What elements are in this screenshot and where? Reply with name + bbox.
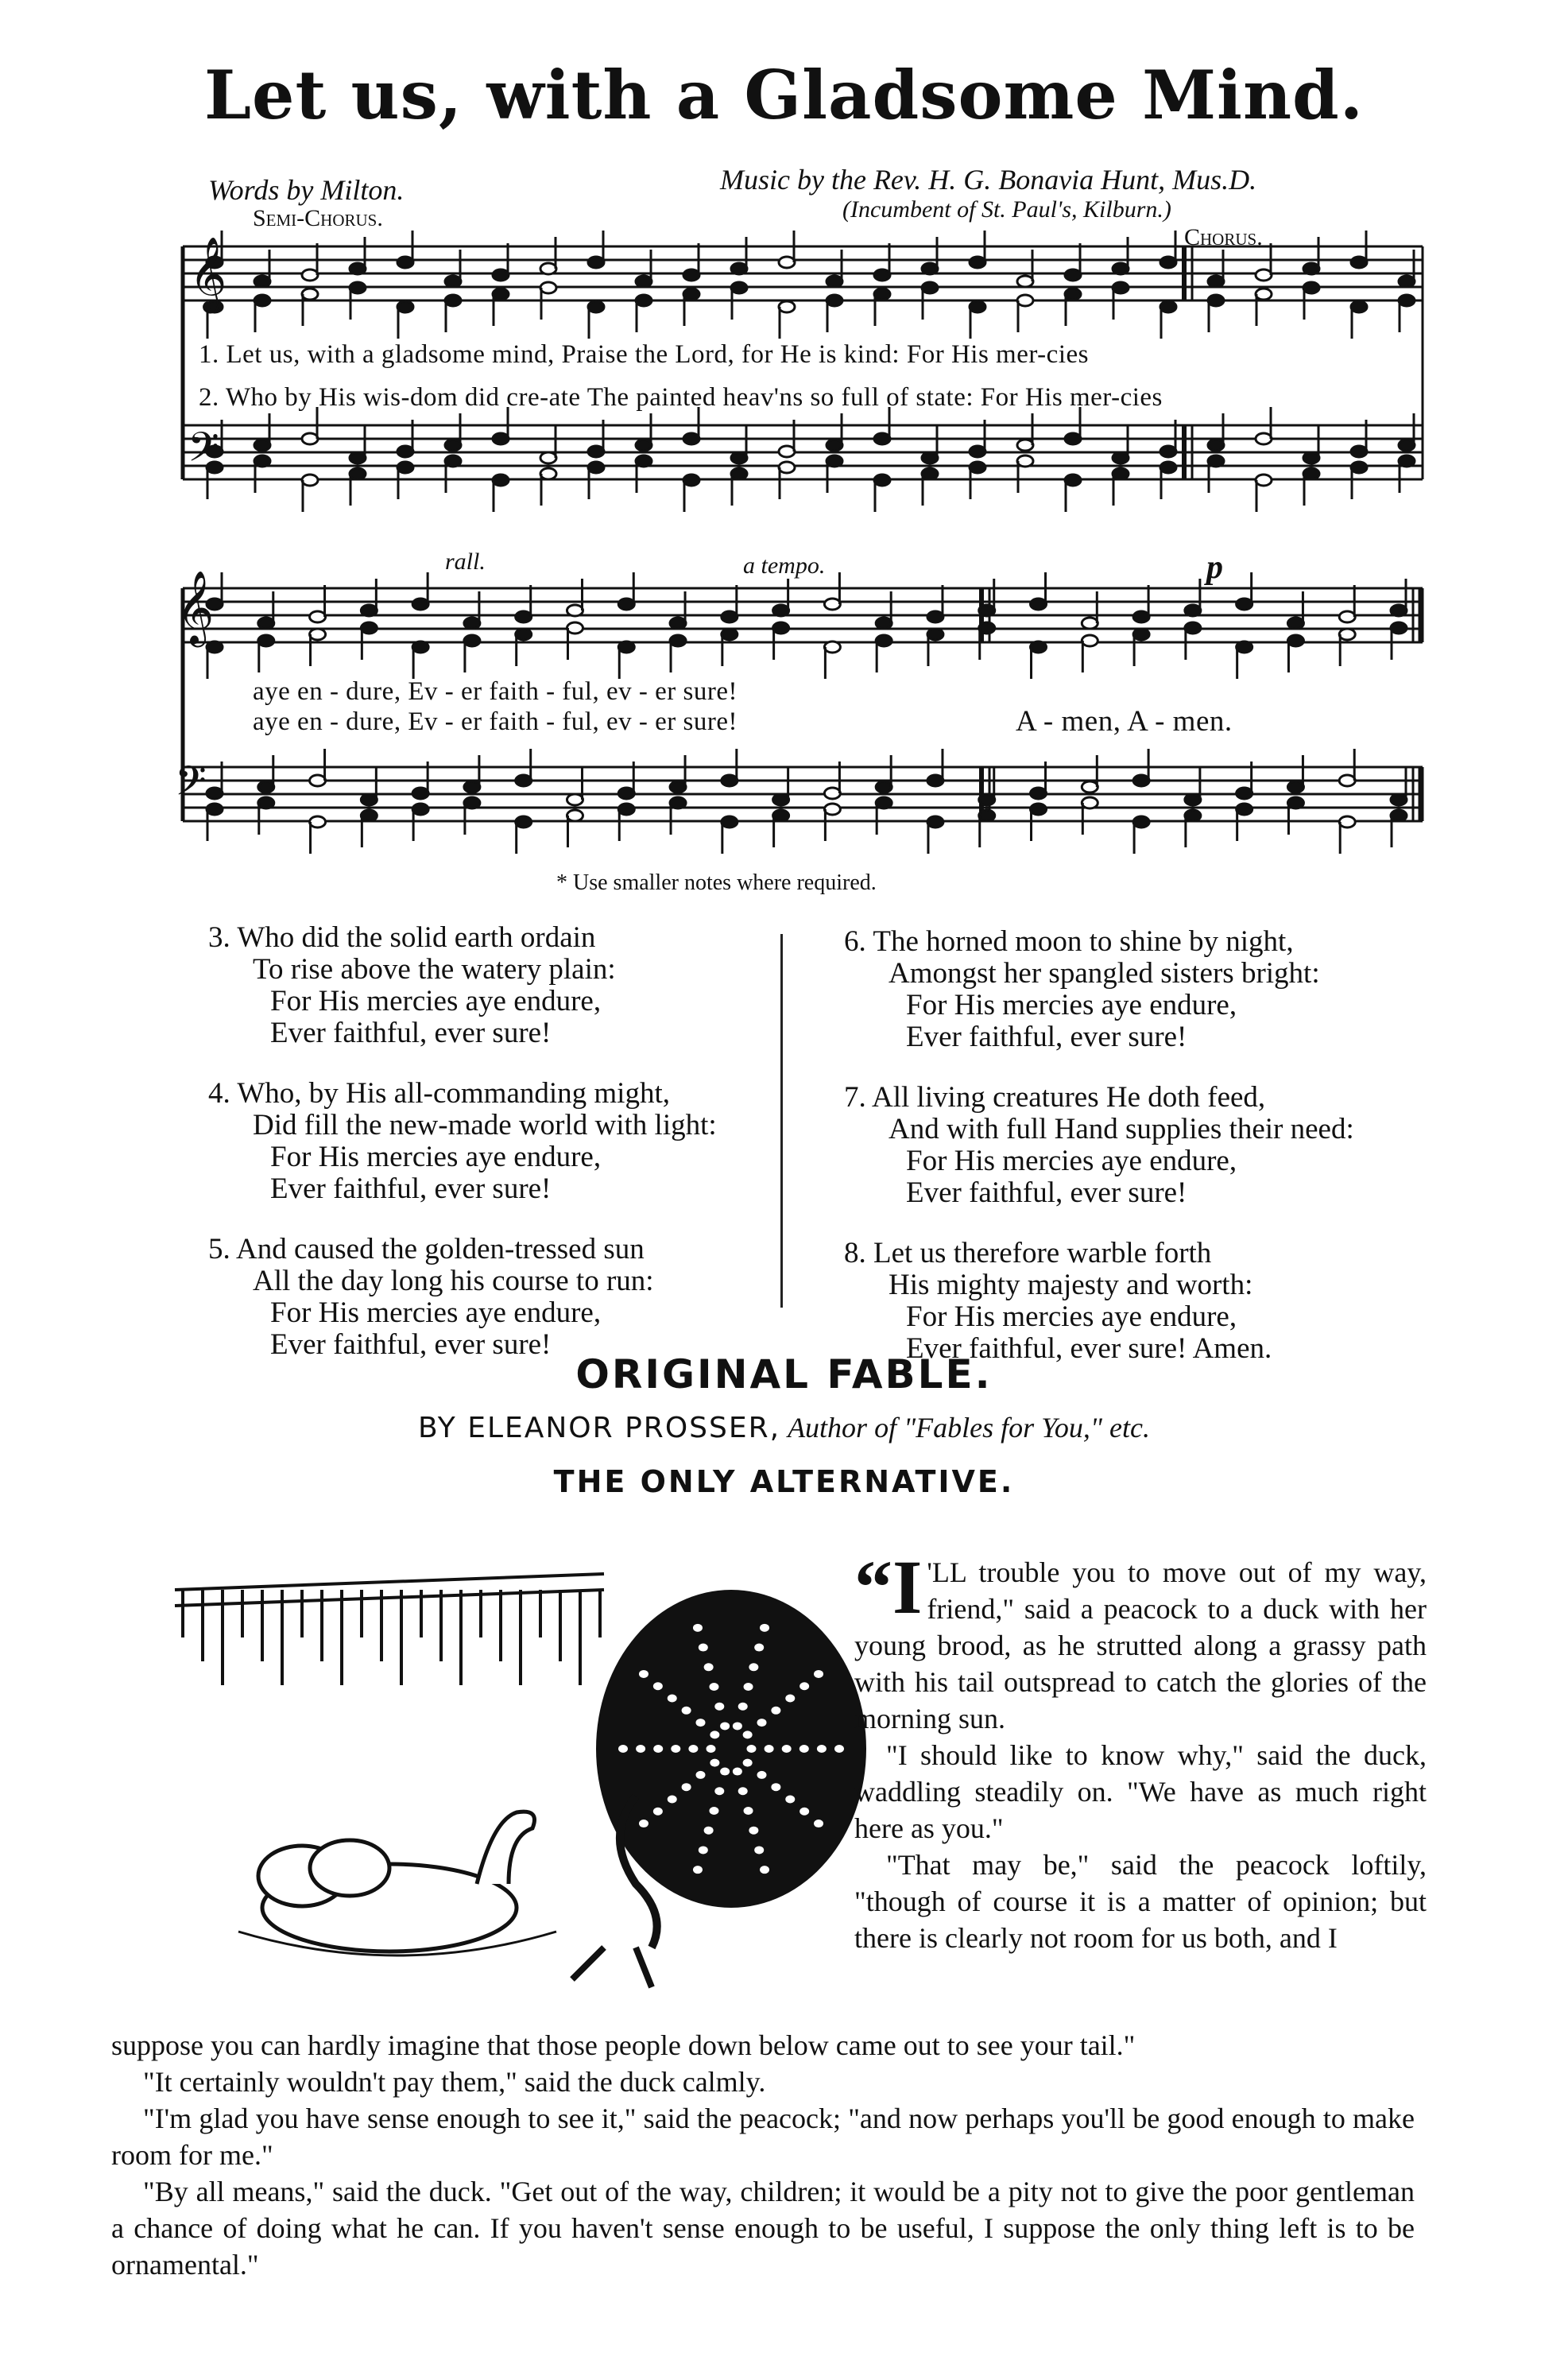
- drop-cap: “I: [854, 1544, 923, 1630]
- piano-dynamic: p: [1206, 549, 1223, 586]
- verse-line: [844, 926, 1354, 958]
- verses-left-column: [208, 922, 717, 1389]
- refrain-line-1: aye en - dure, Ev - er faith - ful, ev - er sure!: [253, 677, 738, 706]
- verse-block: [208, 1078, 717, 1205]
- music-credit: Music by the Rev. H. G. Bonavia Hunt, Mus.D.: [720, 164, 1257, 196]
- chorus-label: Chorus.: [1184, 224, 1263, 250]
- verse-text: And caused the golden-tressed sun: [235, 1233, 645, 1265]
- treble-clef-icon-2: 𝄞: [176, 573, 215, 643]
- verse-number: 5.: [208, 1233, 236, 1265]
- verse-line: Ever faithful, ever sure! Amen.: [906, 1332, 1272, 1365]
- verse-line: For His mercies aye endure,: [906, 1145, 1237, 1177]
- verse-number: 6.: [844, 925, 873, 958]
- lyric-verse-2: 2. Who by His wis-dom did cre-ate The painted heav'ns so full of state: For His mer-cies: [199, 383, 1163, 412]
- verse-line: Ever faithful, ever sure!: [270, 1017, 552, 1049]
- refrain-line-2: aye en - dure, Ev - er faith - ful, ev - er sure!: [253, 707, 738, 736]
- fable-byline: [0, 1411, 1568, 1444]
- verse-line: And with full Hand supplies their need:: [889, 1113, 1354, 1145]
- verse-text: All living creatures He doth feed,: [871, 1081, 1266, 1114]
- words-credit: Words by Milton.: [208, 174, 405, 206]
- verse-block: [208, 922, 717, 1049]
- verse-line: Did fill the new-made world with light:: [253, 1109, 717, 1141]
- verses-right-column: [844, 926, 1354, 1393]
- verse-line: [844, 1238, 1354, 1269]
- fable-para-4: "It certainly wouldn't pay them," said the duck calmly.: [143, 2066, 766, 2098]
- peacock-duck-illustration: [159, 1534, 874, 1995]
- column-divider: [780, 934, 783, 1308]
- fable-para-6: "By all means," said the duck. "Get out of the way, children; it would be a pity not to give the poor gentleman a chance of doing what he can. If you haven't sense enough to be useful, I suppose the only thing left is to be ornamental.": [111, 2176, 1415, 2281]
- fable-top-block: [854, 1544, 1427, 1956]
- amen-text: A - men, A - men.: [1016, 705, 1233, 738]
- bass-clef-icon-2: 𝄢: [175, 760, 207, 814]
- verse-text: Who, by His all-commanding might,: [237, 1077, 670, 1110]
- hymn-title: Let us, with a Gladsome Mind.: [203, 56, 1365, 134]
- verse-text: The horned moon to shine by night,: [873, 925, 1294, 958]
- verse-line: Ever faithful, ever sure!: [906, 1176, 1187, 1209]
- verse-text: Who did the solid earth ordain: [237, 921, 596, 954]
- incumbent-note: (Incumbent of St. Paul's, Kilburn.): [842, 196, 1171, 223]
- fable-para-3b: suppose you can hardly imagine that those people down below came out to see your tail.": [111, 2029, 1136, 2061]
- verse-line: [844, 1082, 1354, 1114]
- verse-line: [208, 922, 717, 954]
- a-tempo-marking: a tempo.: [743, 552, 826, 579]
- verse-line: [208, 1234, 717, 1265]
- verse-line: For His mercies aye endure,: [270, 985, 602, 1017]
- fable-author: BY ELEANOR PROSSER,: [418, 1412, 781, 1444]
- verse-line: His mighty majesty and worth:: [889, 1269, 1253, 1301]
- verse-line: Ever faithful, ever sure!: [906, 1021, 1187, 1053]
- fable-para-1: 'LL trouble you to move out of my way, friend," said a peacock to a duck with her young brood, as he strutted along a grassy path with his tail outspread to catch the glories of the morning sun.: [854, 1556, 1427, 1734]
- fable-para-3a: "That may be," said the peacock loftily, "though of course it is a matter of opinion; but there is clearly not room for us both, and I: [854, 1849, 1427, 1954]
- rall-marking: rall.: [445, 548, 486, 575]
- verse-line: For His mercies aye endure,: [906, 989, 1237, 1021]
- verse-number: 7.: [844, 1081, 872, 1114]
- fable-author-of: Author of "Fables for You," etc.: [788, 1412, 1150, 1444]
- verse-line: Ever faithful, ever sure!: [270, 1172, 552, 1205]
- verse-block: [208, 1234, 717, 1361]
- verse-line: For His mercies aye endure,: [270, 1296, 602, 1329]
- verse-line: Ever faithful, ever sure!: [270, 1328, 552, 1361]
- verse-line: All the day long his course to run:: [253, 1265, 654, 1297]
- semi-chorus-label: Semi-Chorus.: [253, 205, 383, 231]
- verse-block: [844, 1238, 1354, 1365]
- bass-clef-icon: 𝄢: [188, 426, 219, 480]
- verse-number: 3.: [208, 921, 238, 954]
- fable-bottom-block: [111, 2027, 1415, 2283]
- verse-block: [844, 926, 1354, 1053]
- lyric-verse-1: 1. Let us, with a gladsome mind, Praise the Lord, for He is kind: For His mer-cies: [199, 340, 1089, 369]
- footnote: * Use smaller notes where required.: [556, 870, 877, 895]
- verse-line: To rise above the watery plain:: [253, 953, 616, 986]
- verse-line: Amongst her spangled sisters bright:: [889, 957, 1320, 990]
- verse-number: 4.: [208, 1077, 238, 1110]
- verse-line: For His mercies aye endure,: [906, 1300, 1237, 1333]
- treble-clef-icon: 𝄞: [189, 239, 227, 309]
- verse-line: For His mercies aye endure,: [270, 1141, 602, 1173]
- fable-para-5: "I'm glad you have sense enough to see it," said the peacock; "and now perhaps you'll be good enough to make room for me.": [111, 2103, 1415, 2171]
- verse-block: [844, 1082, 1354, 1209]
- fable-para-2: "I should like to know why," said the duck, waddling steadily on. "We have as much right here as you.": [854, 1739, 1427, 1844]
- verse-number: 8.: [844, 1237, 873, 1269]
- fable-heading: ORIGINAL FABLE.: [575, 1351, 993, 1397]
- fable-subtitle: THE ONLY ALTERNATIVE.: [553, 1464, 1015, 1499]
- verse-text: Let us therefore warble forth: [873, 1237, 1212, 1269]
- verse-line: [208, 1078, 717, 1110]
